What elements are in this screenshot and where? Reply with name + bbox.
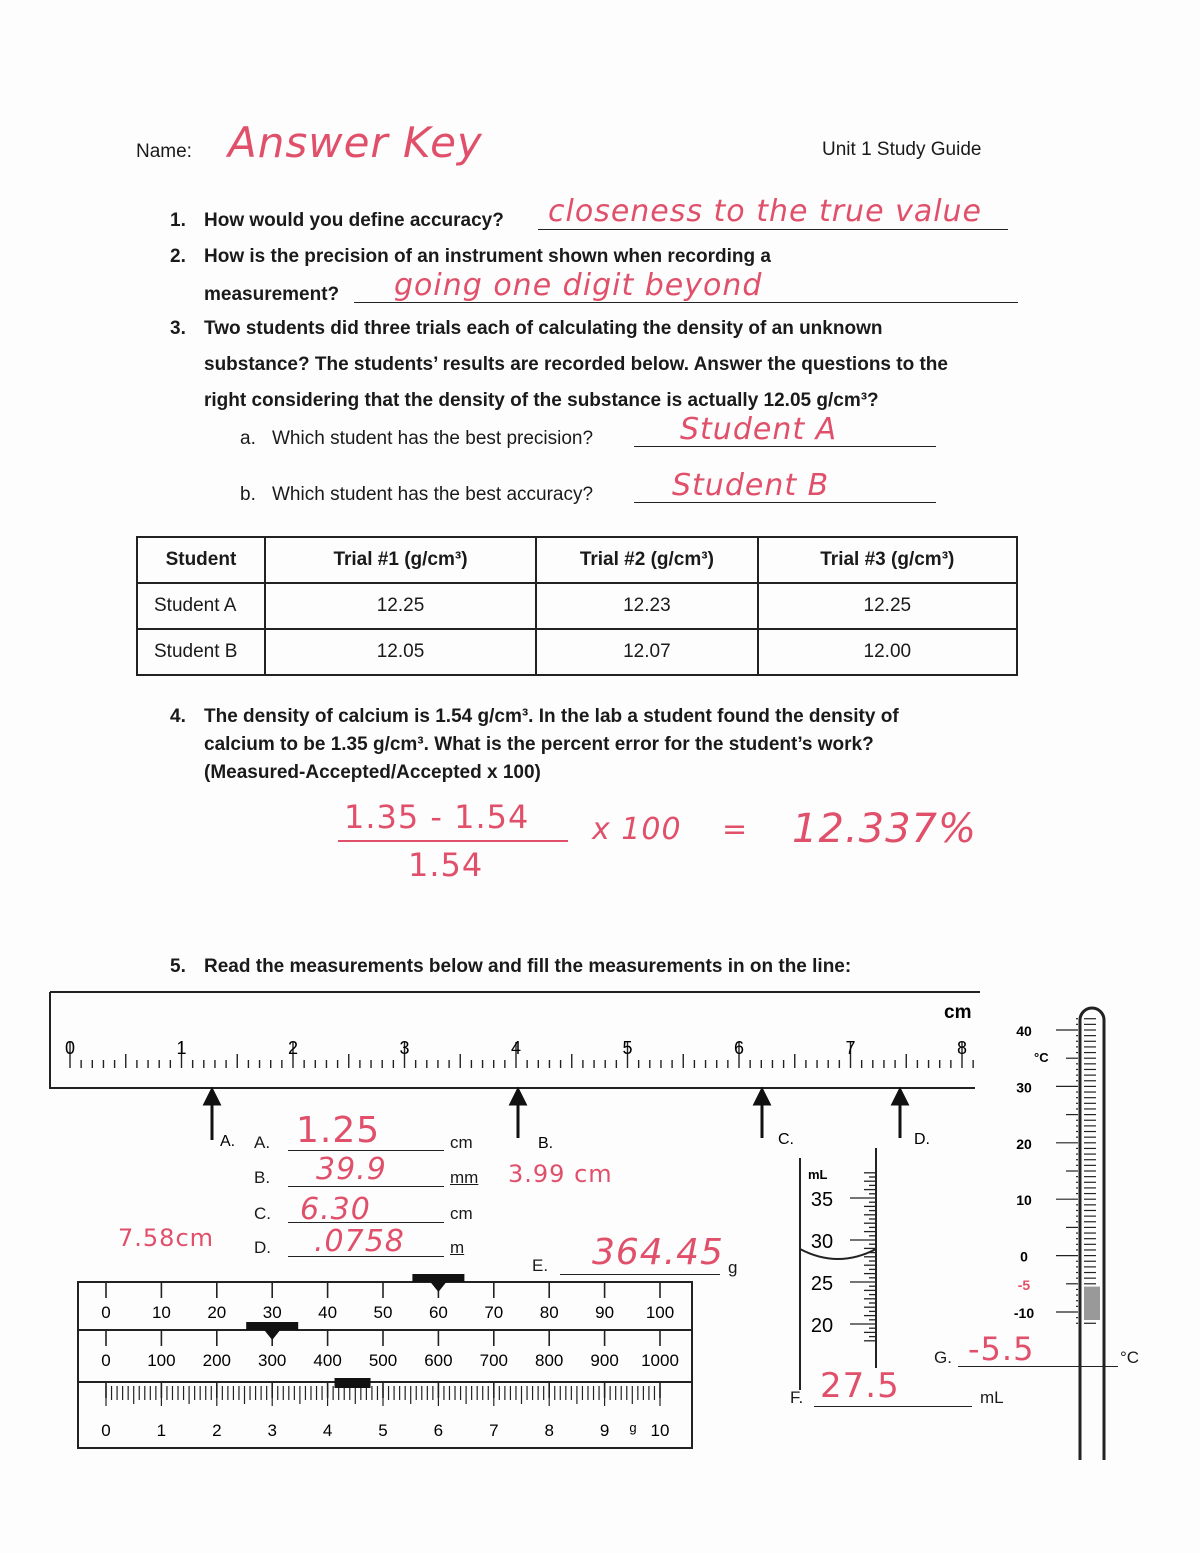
answer-g-label: G.: [934, 1348, 952, 1367]
q3b-label: b.: [240, 484, 256, 505]
cylinder-label: 35: [810, 1189, 834, 1211]
name-label: Name:: [136, 141, 192, 162]
rider-10g: [335, 1378, 371, 1388]
beam-label: 800: [535, 1351, 564, 1370]
q3a-text: Which student has the best precision?: [272, 428, 594, 449]
q3a-label: a.: [240, 428, 256, 449]
thermometer-label: 10: [1016, 1192, 1032, 1209]
q3-number: 3.: [170, 318, 186, 339]
ruler-tick-label: 6: [733, 1038, 745, 1058]
beam-label: 4: [322, 1421, 333, 1440]
answer-g-unit: °C: [1120, 1348, 1140, 1367]
q1-answer: closeness to the true value: [548, 194, 983, 229]
q5-number: 5.: [170, 956, 186, 977]
answer-b-value: 39.9: [316, 1152, 387, 1187]
ruler-tick-label: 0: [64, 1038, 76, 1058]
ruler-tick-label: 2: [287, 1038, 299, 1058]
beam-label: 0: [101, 1351, 111, 1370]
q4-work-result: 12.337%: [792, 806, 977, 852]
graduated-cylinder: [800, 1148, 876, 1390]
table-cell: Student B: [137, 629, 265, 675]
beam-label: 200: [202, 1351, 231, 1370]
answer-c-value: 6.30: [300, 1192, 371, 1227]
q1-text: How would you define accuracy?: [204, 210, 504, 231]
answer-e-label: E.: [532, 1256, 549, 1275]
answer-e-unit: g: [728, 1258, 738, 1277]
answer-f-line: [814, 1406, 972, 1407]
q4-work-times: x 100: [592, 812, 682, 847]
metric-ruler: [50, 992, 980, 1088]
beam-label: 1: [156, 1421, 167, 1440]
cylinder-label: 30: [810, 1231, 834, 1253]
arrow-a: [205, 1090, 219, 1140]
table-cell: 12.25: [265, 583, 536, 629]
beam-label: 100: [147, 1351, 176, 1370]
q1-answer-line: [538, 229, 1008, 230]
q3a-answer: Student A: [680, 412, 838, 447]
q5-text: Read the measurements below and fill the measurements in on the line:: [204, 956, 852, 977]
arrow-d: [893, 1090, 907, 1138]
q3-line2: substance? The students’ results are recorded below. Answer the questions to the: [204, 354, 948, 375]
beam-label: 500: [368, 1351, 398, 1370]
beam-label: 0: [101, 1421, 111, 1440]
thermometer-label: 30: [1016, 1079, 1032, 1096]
beam-label: 100: [645, 1303, 675, 1322]
beam-label: 9: [599, 1421, 610, 1440]
answer-a-value: 1.25: [296, 1110, 381, 1151]
answer-f-label: F.: [790, 1388, 804, 1407]
results-table: [136, 536, 1018, 676]
beam-label: 40: [318, 1303, 338, 1322]
thermometer-liquid: [1084, 1287, 1100, 1320]
arrow-d-label: D.: [914, 1131, 930, 1148]
q4-work-denominator: 1.54: [408, 846, 484, 884]
ruler-tick-label: 5: [622, 1038, 633, 1058]
q4-line1: The density of calcium is 1.54 g/cm³. In the lab a student found the density of: [204, 706, 899, 727]
thermometer-label: 20: [1016, 1135, 1032, 1152]
beam-label: 900: [590, 1351, 619, 1370]
q4-line3: (Measured-Accepted/Accepted x 100): [204, 762, 541, 783]
q4-line2: calcium to be 1.35 g/cm³. What is the percent error for the student’s work?: [204, 734, 874, 755]
thermometer-label: 0: [1020, 1248, 1028, 1265]
arrow-b-label: B.: [538, 1135, 554, 1152]
beam-label: 1000: [641, 1351, 679, 1370]
table-header: Trial #2 (g/cm³): [536, 537, 757, 583]
answer-d-label: D.: [254, 1238, 271, 1257]
beam-label: 7: [489, 1421, 499, 1440]
beam-label: 90: [595, 1303, 615, 1322]
cylinder-unit: mL: [808, 1167, 828, 1182]
q2-text2: measurement?: [204, 284, 340, 305]
beam-label: 0: [101, 1303, 111, 1322]
answer-a-unit: cm: [450, 1133, 473, 1152]
beam-label: 300: [258, 1351, 287, 1370]
ruler-unit: cm: [944, 1002, 972, 1023]
beam-label: 20: [207, 1303, 227, 1322]
answer-a-label: A.: [254, 1133, 271, 1152]
beam-label: 6: [433, 1421, 444, 1440]
answer-g-value: -5.5: [968, 1330, 1035, 1368]
table-row: [137, 629, 1017, 675]
cylinder-label: 20: [810, 1315, 834, 1337]
beam-label: 70: [484, 1303, 504, 1322]
ruler-tick-label: 3: [399, 1038, 410, 1058]
arrow-c: [755, 1090, 769, 1138]
beam-label: 80: [539, 1303, 559, 1322]
page-title: Unit 1 Study Guide: [822, 139, 982, 160]
beam-label: 8: [544, 1421, 554, 1440]
answer-c-unit: cm: [450, 1204, 473, 1223]
answer-f-value: 27.5: [820, 1366, 900, 1406]
name-value-handwritten: Answer Key: [228, 118, 483, 167]
q4-work-equals: =: [722, 812, 749, 847]
ruler-tick-label: 4: [510, 1038, 522, 1058]
answer-d-unit: m: [450, 1238, 465, 1257]
answer-c-label: C.: [254, 1204, 271, 1223]
arrow-b: [511, 1090, 525, 1138]
ruler-tick-label: 1: [176, 1038, 187, 1058]
thermometer-unit: °C: [1034, 1050, 1049, 1065]
table-header: Student: [137, 537, 265, 583]
table-cell: 12.23: [536, 583, 757, 629]
beam-label: 400: [313, 1351, 342, 1370]
beam3-unit: g: [629, 1420, 637, 1435]
beam-label: 700: [479, 1351, 508, 1370]
table-row: [137, 583, 1017, 629]
q2-text: How is the precision of an instrument shown when recording a: [204, 246, 771, 267]
arrow-c-label: C.: [778, 1131, 794, 1148]
instruments-svg: [0, 980, 1200, 1460]
table-cell: 12.07: [536, 629, 757, 675]
ruler-tick-label: 7: [845, 1038, 856, 1058]
table-header-row: [137, 537, 1017, 583]
beam-label: 600: [424, 1351, 453, 1370]
answer-b-unit: mm: [450, 1168, 479, 1187]
triple-beam-balance: [78, 1274, 692, 1448]
answer-e-line: [560, 1274, 720, 1275]
q3-line1: Two students did three trials each of calculating the density of an unknown: [204, 318, 883, 339]
ruler-tick-label: 8: [956, 1038, 968, 1058]
q4-number: 4.: [170, 706, 186, 727]
thermometer-label: -10: [1013, 1305, 1035, 1321]
q2-number: 2.: [170, 246, 186, 267]
cylinder-label: 25: [810, 1273, 834, 1295]
beam-label: 2: [212, 1421, 222, 1440]
q2-answer: going one digit beyond: [394, 268, 763, 303]
beam-label: 10: [650, 1421, 670, 1440]
q4-work-numerator: 1.35 - 1.54: [344, 798, 530, 836]
answer-f-unit: mL: [980, 1388, 1004, 1407]
beam-label: 60: [428, 1303, 448, 1322]
q1-number: 1.: [170, 210, 186, 231]
beam-label: 3: [267, 1421, 277, 1440]
table-header: Trial #3 (g/cm³): [758, 537, 1017, 583]
table-cell: 12.05: [265, 629, 536, 675]
beam-label: 5: [378, 1421, 388, 1440]
table-cell: Student A: [137, 583, 265, 629]
answer-d-value: .0758: [314, 1224, 405, 1259]
thermometer: [1014, 1008, 1104, 1460]
q3-line3: right considering that the density of the substance is actually 12.05 g/cm³?: [204, 390, 879, 411]
answer-b-note: 3.99 cm: [508, 1160, 613, 1188]
thermometer-label: 40: [1016, 1023, 1032, 1039]
answer-e-value: 364.45: [592, 1232, 724, 1273]
q4-fraction-bar: [338, 840, 568, 842]
arrow-a-label: A.: [220, 1133, 236, 1150]
answer-d-note: 7.58cm: [118, 1224, 215, 1252]
q3b-text: Which student has the best accuracy?: [272, 484, 594, 505]
answer-b-label: B.: [254, 1168, 271, 1187]
beam-label: 50: [373, 1303, 393, 1322]
thermometer-label: -5: [1017, 1276, 1031, 1293]
beam-label: 10: [151, 1303, 171, 1322]
q3b-answer: Student B: [672, 468, 830, 503]
table-header: Trial #1 (g/cm³): [265, 537, 536, 583]
table-cell: 12.25: [758, 583, 1017, 629]
beam-label: 30: [262, 1303, 282, 1322]
table-cell: 12.00: [758, 629, 1017, 675]
